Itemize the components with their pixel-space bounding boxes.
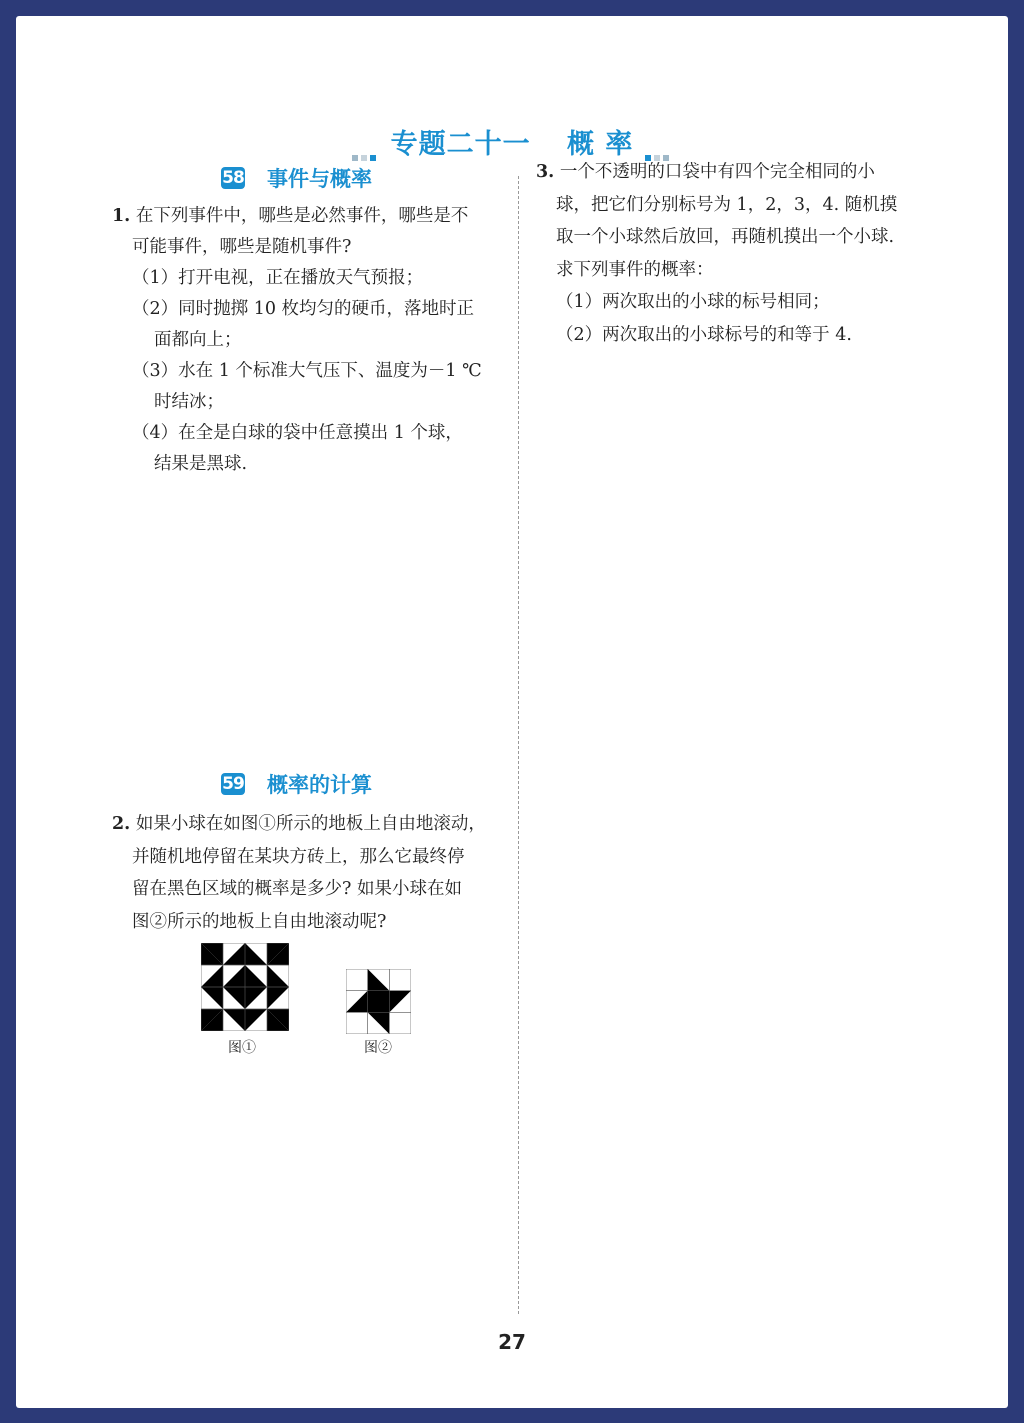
- title-deco-left: [349, 137, 383, 143]
- question-option: 时结冰；: [154, 392, 224, 412]
- title-sub: 概 率: [567, 129, 634, 160]
- question-number: 1.: [112, 206, 131, 226]
- section-title: 事件与概率: [267, 167, 372, 191]
- section-number-badge: 59: [222, 774, 244, 794]
- question-option: 结果是黑球.: [154, 454, 248, 474]
- page-number: 27: [498, 1330, 526, 1354]
- section-heading-58: [221, 163, 372, 193]
- question-text: 取一个小球然后放回，再随机摸出一个小球.: [556, 227, 895, 247]
- question-text: 并随机地停留在某块方砖上，那么它最终停: [132, 846, 465, 867]
- question-text: 留在黑色区域的概率是多少? 如果小球在如: [132, 879, 462, 899]
- question-number: 3.: [536, 162, 555, 182]
- question-text: 在下列事件中，哪些是必然事件，哪些是不: [135, 206, 469, 226]
- question-option: （2）两次取出的小球标号的和等于 4.: [556, 324, 852, 345]
- question-option: 面都向上；: [154, 330, 242, 350]
- section-number-badge: 58: [222, 168, 244, 188]
- question-text: 一个不透明的口袋中有四个完全相同的小: [559, 162, 875, 182]
- question-text: 球，把它们分别标号为 1，2，3，4. 随机摸: [556, 194, 898, 215]
- fig2-black-region: [346, 969, 411, 1034]
- figure-1-floor: [201, 943, 289, 1031]
- section-title: 概率的计算: [267, 773, 372, 797]
- question-text: 如果小球在如图①所示的地板上自由地滚动，: [135, 814, 486, 834]
- question-3: [536, 156, 897, 351]
- question-1: [112, 201, 482, 480]
- question-text: 求下列事件的概率：: [556, 259, 714, 280]
- question-option: （4）在全是白球的袋中任意摸出 1 个球，: [132, 423, 463, 443]
- figure-2-floor: [346, 969, 411, 1034]
- figure-1-caption: 图①: [228, 1040, 256, 1056]
- figure-2-caption: 图②: [364, 1040, 392, 1056]
- question-2: [112, 808, 486, 938]
- question-option: （1）两次取出的小球的标号相同；: [556, 292, 830, 312]
- section-heading-59: [221, 769, 372, 799]
- page: [16, 16, 1008, 1408]
- question-text: 图②所示的地板上自由地滚动呢?: [132, 911, 387, 932]
- question-option: （2）同时抛掷 10 枚均匀的硬币，落地时正: [132, 299, 475, 319]
- question-text: 可能事件，哪些是随机事件?: [132, 237, 352, 257]
- question-option: （1）打开电视，正在播放天气预报；: [132, 268, 424, 288]
- question-number: 2.: [112, 814, 131, 834]
- title-deco-right: [641, 137, 675, 143]
- question-option: （3）水在 1 个标准大气压下、温度为－1 ℃: [132, 361, 482, 381]
- column-divider: [518, 176, 519, 1314]
- title-main: 专题二十一: [390, 129, 531, 160]
